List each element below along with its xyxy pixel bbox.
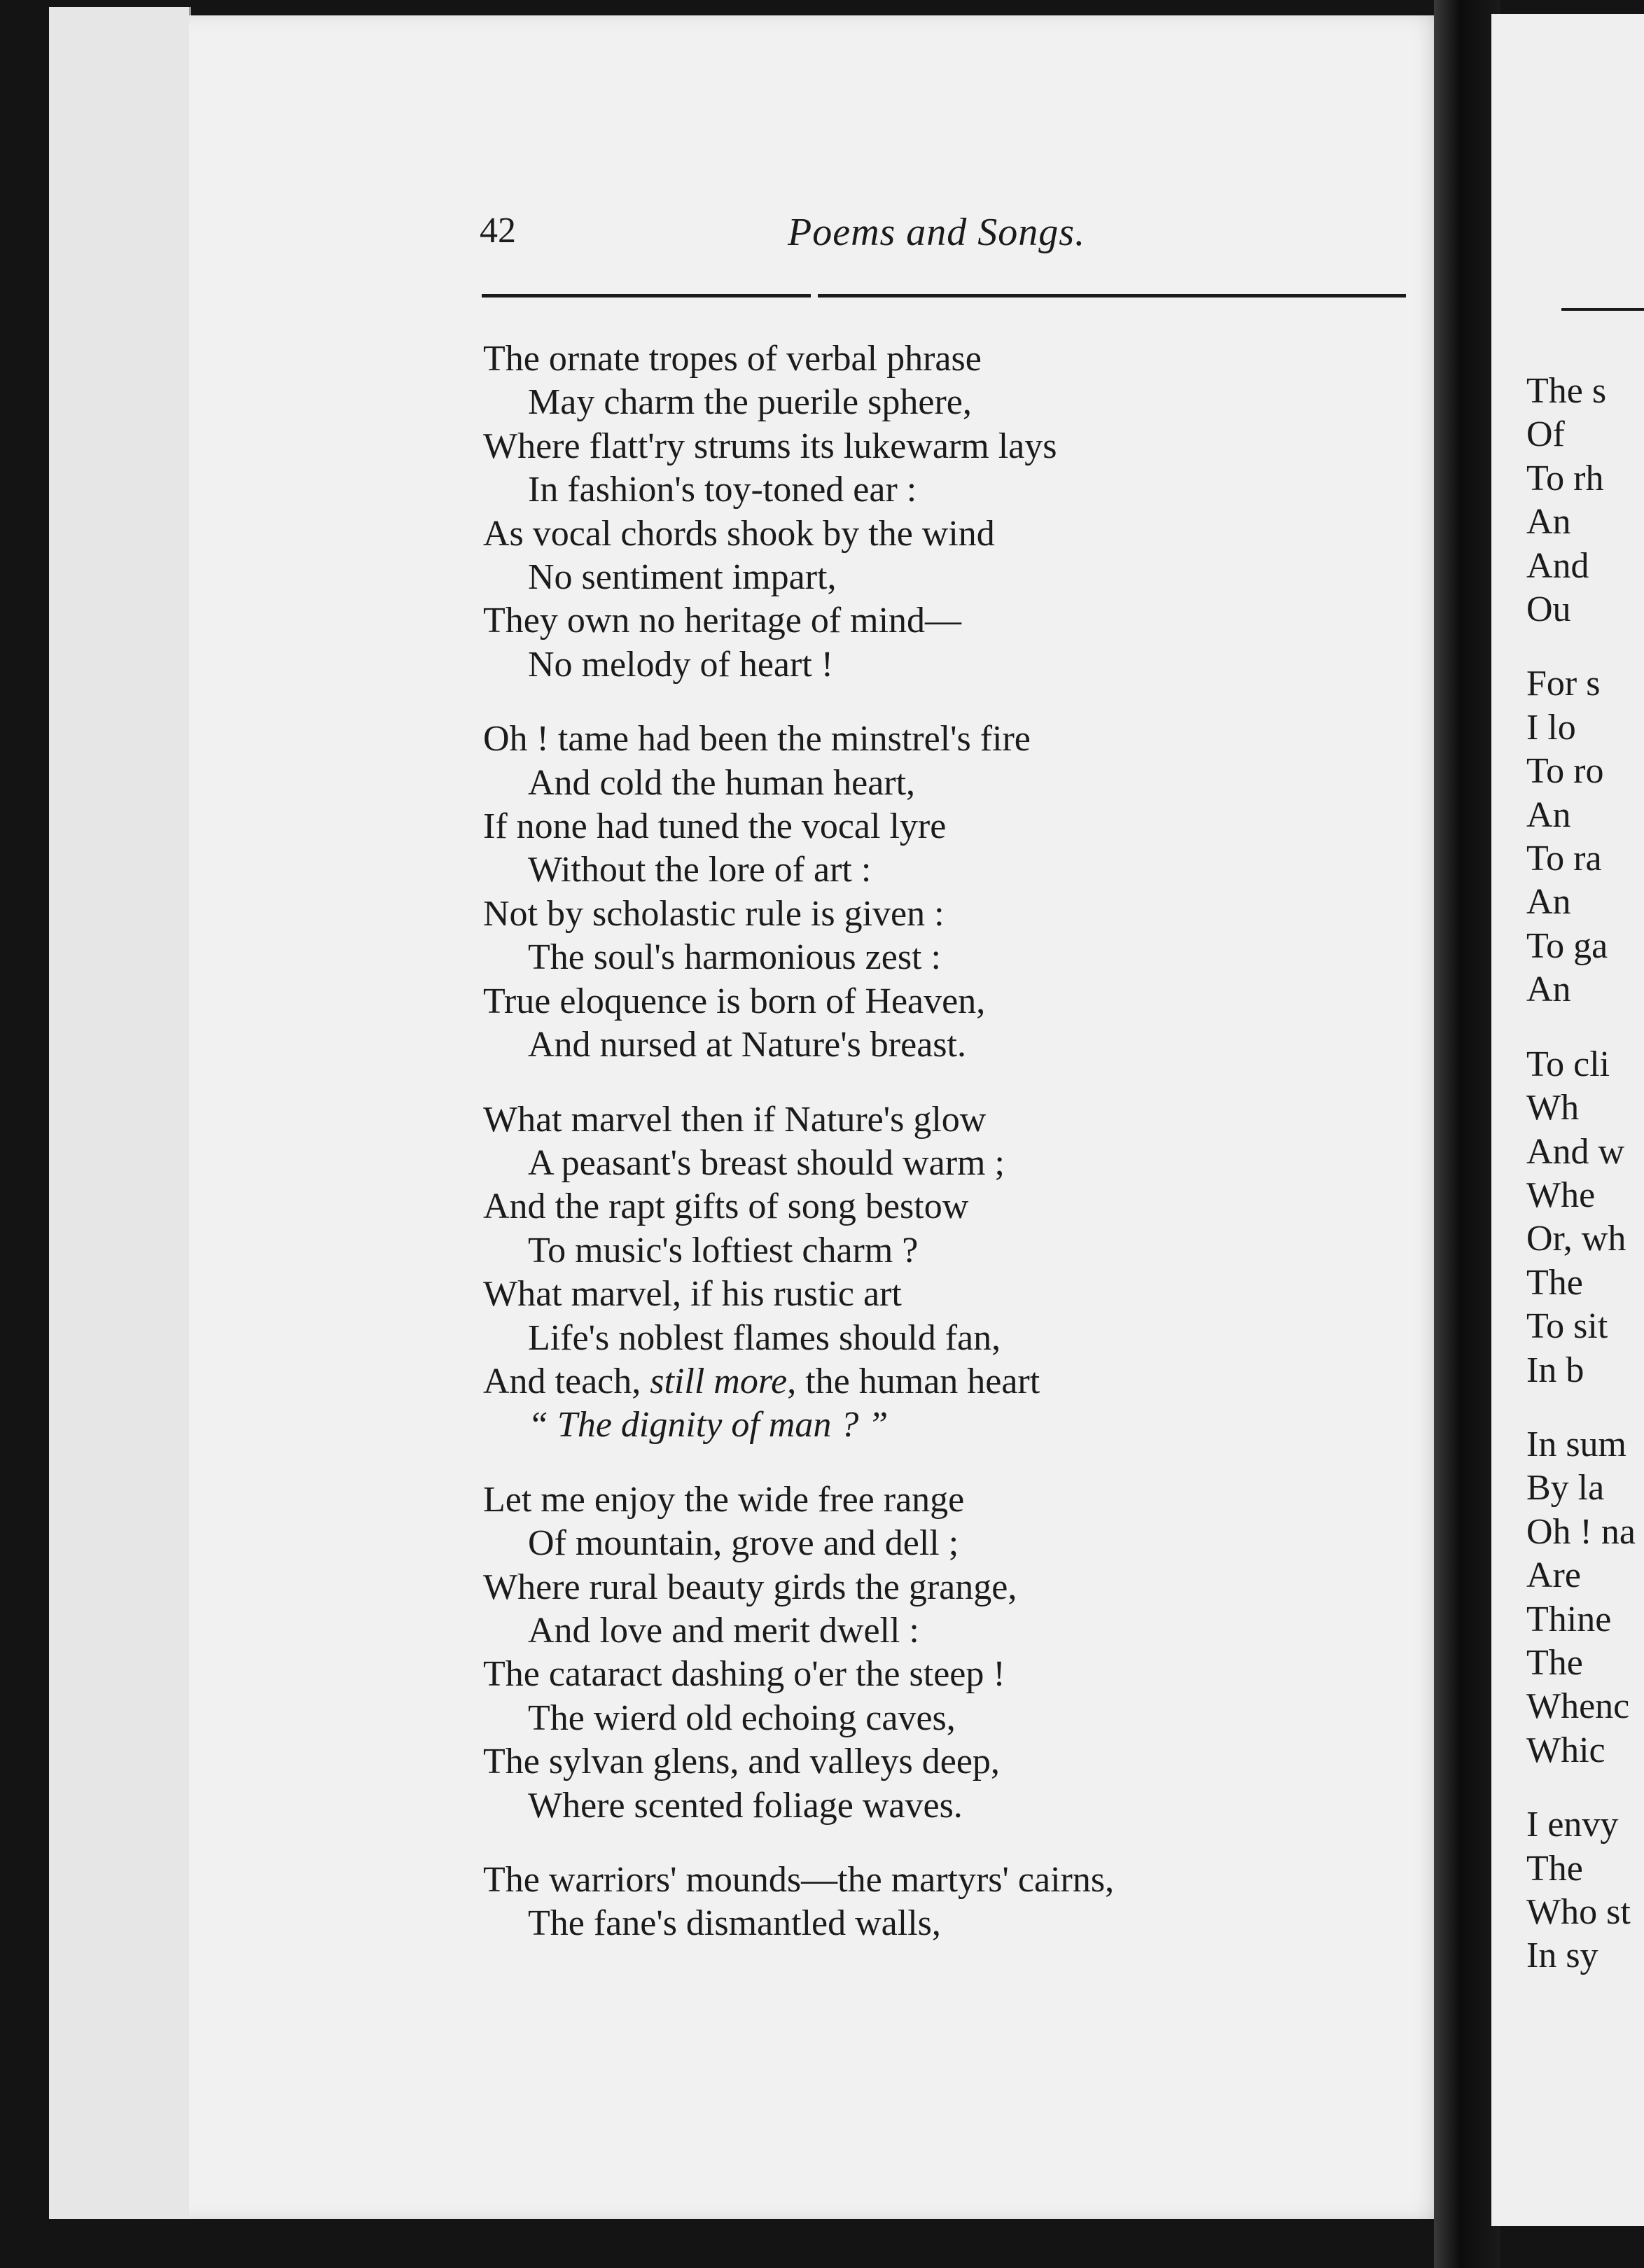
book-gutter	[1434, 0, 1500, 2268]
verse-line	[483, 1360, 1421, 1404]
facing-line: Thine	[1526, 1599, 1612, 1639]
stanza	[483, 1098, 1421, 1448]
poem-text	[483, 337, 1421, 1977]
facing-line: To ro	[1526, 751, 1604, 792]
facing-line: By la	[1526, 1468, 1605, 1508]
verse-line: A peasant's breast should warm ;	[528, 1142, 1005, 1183]
verse-line: The soul's harmonious zest :	[528, 937, 941, 978]
facing-line: Oh ! na	[1526, 1511, 1636, 1552]
verse-line: Without the lore of art :	[528, 850, 872, 890]
verse-line: May charm the puerile sphere,	[528, 382, 972, 423]
verse-line-part: And teach,	[483, 1361, 650, 1401]
verse-line: Where flatt'ry strums its lukewarm lays	[483, 426, 1057, 466]
verse-line: Where rural beauty girds the grange,	[483, 1567, 1017, 1607]
facing-line: To cli	[1526, 1044, 1610, 1084]
stanza	[483, 337, 1421, 687]
facing-line: An	[1526, 794, 1571, 835]
verse-line: The cataract dashing o'er the steep !	[483, 1654, 1005, 1695]
verse-line-part: , the human heart	[787, 1361, 1040, 1401]
verse-line: In fashion's toy-toned ear :	[528, 470, 917, 510]
facing-page	[1491, 14, 1644, 2226]
facing-line: For s	[1526, 664, 1601, 704]
verse-line: The ornate tropes of verbal phrase	[483, 339, 982, 379]
verse-line: True eloquence is born of Heaven,	[483, 981, 986, 1021]
facing-line: An	[1526, 502, 1571, 542]
verse-line: The warriors' mounds—the martyrs' cairns,	[483, 1860, 1115, 1900]
facing-line: In b	[1526, 1350, 1584, 1390]
facing-line: Whe	[1526, 1175, 1596, 1215]
verse-line: And the rapt gifts of song bestow	[483, 1186, 969, 1227]
facing-head-rule	[1561, 308, 1644, 311]
facing-line: In sum	[1526, 1424, 1626, 1464]
facing-line: Wh	[1526, 1088, 1580, 1128]
facing-line: And	[1526, 545, 1589, 586]
facing-line	[1526, 1392, 1636, 1423]
verse-line: Life's noblest flames should fan,	[528, 1317, 1001, 1358]
verse-line: No melody of heart !	[528, 644, 834, 685]
facing-line: To rh	[1526, 458, 1604, 498]
head-rule	[482, 294, 1406, 298]
facing-line: Of	[1526, 414, 1565, 455]
facing-line	[1526, 1772, 1636, 1803]
stanza	[483, 1478, 1421, 1828]
facing-line: And w	[1526, 1131, 1625, 1172]
verse-line: “ The dignity of man ? ”	[528, 1405, 889, 1446]
facing-line: I lo	[1526, 707, 1576, 748]
verse-line: Of mountain, grove and dell ;	[528, 1523, 959, 1564]
verse-line: No sentiment impart,	[528, 557, 837, 598]
verse-line: They own no heritage of mind—	[483, 601, 962, 641]
page-number: 42	[480, 211, 516, 251]
facing-line: Are	[1526, 1555, 1581, 1596]
facing-line: Who st	[1526, 1892, 1631, 1932]
facing-line: The	[1526, 1262, 1583, 1303]
verse-line-part: still more	[650, 1361, 788, 1401]
facing-lines	[1526, 370, 1636, 1978]
facing-line: The	[1526, 1642, 1583, 1683]
running-title: Poems and Songs.	[788, 211, 1086, 254]
facing-line: Ou	[1526, 589, 1571, 630]
facing-line: The	[1526, 1848, 1583, 1889]
page-edges	[49, 7, 196, 2219]
stanza	[483, 1858, 1421, 1946]
facing-line	[1526, 1012, 1636, 1043]
facing-line	[1526, 631, 1636, 662]
verse-line: Let me enjoy the wide free range	[483, 1479, 965, 1520]
facing-line: Whic	[1526, 1730, 1605, 1770]
verse-line: Not by scholastic rule is given :	[483, 893, 945, 934]
running-head	[480, 210, 1407, 266]
facing-line: Or, wh	[1526, 1219, 1626, 1259]
facing-line: To ra	[1526, 839, 1602, 879]
facing-line: In sy	[1526, 1935, 1598, 1976]
facing-line: An	[1526, 969, 1571, 1010]
facing-line: I envy	[1526, 1805, 1619, 1845]
stanza	[483, 718, 1421, 1067]
verse-line: What marvel, if his rustic art	[483, 1274, 902, 1315]
facing-line: To ga	[1526, 925, 1608, 966]
facing-line: The s	[1526, 371, 1607, 411]
verse-line: The sylvan glens, and valleys deep,	[483, 1742, 1000, 1782]
verse-line: And love and merit dwell :	[528, 1610, 919, 1651]
facing-line: Whenc	[1526, 1686, 1630, 1727]
verse-line: To music's loftiest charm ?	[528, 1230, 919, 1270]
verse-line: What marvel then if Nature's glow	[483, 1099, 987, 1140]
verse-line: Oh ! tame had been the minstrel's fire	[483, 719, 1031, 760]
verse-line: And cold the human heart,	[528, 762, 916, 803]
verse-line: The wierd old echoing caves,	[528, 1698, 956, 1738]
facing-line: To sit	[1526, 1306, 1608, 1347]
verse-line: The fane's dismantled walls,	[528, 1903, 941, 1944]
verse-line: As vocal chords shook by the wind	[483, 513, 995, 554]
facing-line: An	[1526, 882, 1571, 923]
verse-line: If none had tuned the vocal lyre	[483, 806, 947, 847]
verse-line: Where scented foliage waves.	[528, 1785, 963, 1826]
verse-line: And nursed at Nature's breast.	[528, 1025, 966, 1065]
